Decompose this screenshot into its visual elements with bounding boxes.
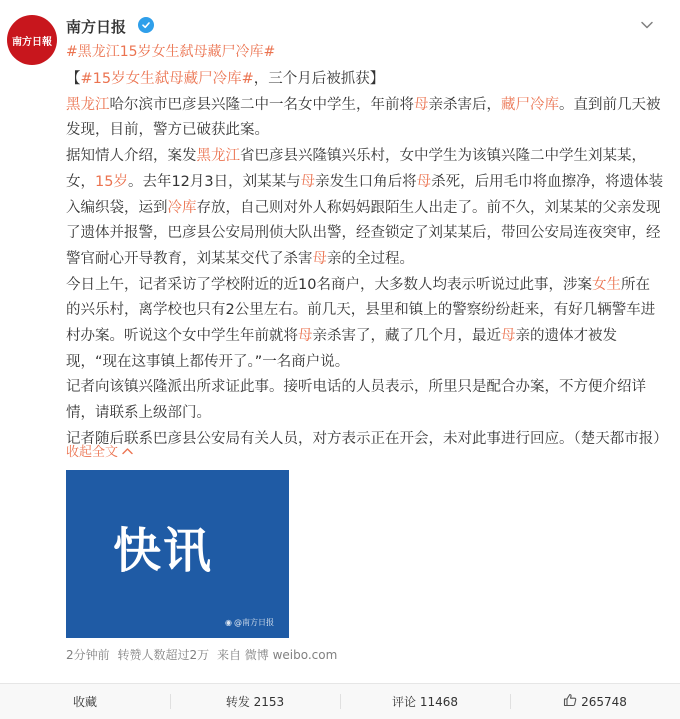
text-segment: 省巴彦县兴隆镇兴乐村，女中学生为该镇兴隆二中学生刘某某，女， [66, 148, 646, 190]
text-segment: 亲杀害后， [428, 96, 501, 113]
text-segment: 据知情人介绍，案发 [66, 148, 197, 165]
chevron-up-icon [122, 447, 133, 455]
repost-count-note: 转赞人数超过2万 [117, 648, 210, 662]
text-segment: 。直到前几天被发现，目前，警方已破获此案。 [66, 96, 661, 139]
post-source: 来自 微博 weibo.com [216, 648, 338, 662]
text-segment: 记者随后联系巴彦县公安局有关人员，对方表示正在开会，未对此事进行回应。（楚天都市报） [66, 430, 668, 447]
post-paragraph [66, 144, 664, 273]
text-segment: 亲发生口角后将 [315, 173, 417, 190]
text-segment: 亲的遗体才被发现，“现在这事镇上都传开了。”一名商户说。 [66, 328, 617, 370]
text-segment: 所在的兴乐村，离学校也只有2公里左右。前几天，县里和镇上的警察纷纷赶来，有好几辆警车进村办案。听说这个女中学生年前就将 [66, 276, 656, 345]
like-button[interactable] [510, 684, 680, 719]
post-body [66, 67, 668, 453]
post-time[interactable]: 2分钟前 [66, 648, 110, 662]
highlighted-keyword: 黑龙江 [196, 148, 240, 165]
thumbs-up-icon [563, 693, 577, 710]
action-bar [0, 684, 680, 719]
text-segment: 哈尔滨市巴彦县兴隆二中一名女中学生，年前将 [109, 96, 414, 113]
highlighted-keyword: 藏尸冷库 [501, 96, 559, 113]
collapse-label: 收起全文 [66, 445, 119, 460]
text-segment: 亲的全过程。 [327, 250, 414, 267]
favorite-button[interactable] [0, 684, 170, 719]
post-paragraph [66, 67, 664, 93]
post-paragraph [66, 93, 664, 144]
highlighted-keyword: 母 [312, 250, 327, 267]
highlighted-keyword: 黑龙江 [66, 96, 110, 113]
highlighted-keyword: 15岁 [95, 173, 128, 190]
text-segment: 。去年12月3日，刘某某与 [127, 173, 301, 190]
topic-link[interactable]: #黑龙江15岁女生弑母藏尸冷库# [66, 44, 276, 60]
verified-badge-icon [138, 17, 154, 33]
like-count: 265748 [581, 694, 627, 709]
text-segment: 存放，自己则对外人称妈妈跟陌生人出走了。前不久，刘某某的父亲发现了遗体并报警，巴彦县公安局刑侦大队出警，经查锁定了刘某某后，带回公安局连夜突审，经警官耐心开导教育，刘某某交代了杀害 [66, 199, 661, 267]
post-paragraph [66, 427, 668, 453]
post-paragraph [66, 273, 664, 376]
highlighted-keyword: 女生 [591, 276, 621, 293]
post-paragraph [66, 375, 664, 426]
highlighted-keyword: 母 [501, 328, 516, 345]
repost-button[interactable] [170, 684, 340, 719]
collapse-button[interactable] [66, 441, 133, 460]
post-header [66, 11, 660, 60]
highlighted-keyword: 母 [298, 328, 313, 345]
text-segment: 【 [66, 71, 81, 87]
author-name[interactable]: 南方日报 [66, 18, 127, 36]
image-watermark [225, 617, 274, 628]
text-segment: 杀死，后用毛巾将血擦净，将遗体装入编织袋，运到 [66, 173, 664, 216]
text-segment: 记者向该镇兴隆派出所求证此事。接听电话的人员表示，所里只是配合办案，不方便介绍详情，请联系上级部门。 [66, 379, 646, 422]
chevron-down-icon[interactable] [639, 17, 655, 33]
news-flash-image[interactable] [66, 470, 289, 638]
avatar[interactable] [7, 15, 57, 65]
news-flash-title: 快讯 [113, 523, 214, 579]
highlighted-keyword: 母 [416, 173, 432, 190]
comment-label: 评论 11468 [392, 695, 458, 709]
post-meta [66, 646, 341, 663]
highlighted-keyword: 母 [300, 173, 316, 190]
avatar-logo-text: 南方日報 [12, 36, 52, 48]
text-segment: 今日上午，记者采访了学校附近的近10名商户，大多数人均表示听说过此事，涉案 [66, 276, 592, 293]
highlighted-keyword: 冷库 [167, 199, 197, 216]
highlighted-keyword: #15岁女生弑母藏尸冷库# [80, 71, 254, 87]
repost-label: 转发 2153 [225, 695, 285, 709]
watermark-text: @南方日报 [233, 618, 274, 627]
comment-button[interactable] [340, 684, 510, 719]
weibo-watermark-icon: ◉ [225, 618, 232, 627]
highlighted-keyword: 母 [414, 96, 429, 113]
favorite-label: 收藏 [72, 695, 97, 709]
text-segment: 亲杀害了，藏了几个月，最近 [312, 328, 501, 345]
text-segment: ，三个月后被抓获】 [253, 71, 385, 87]
